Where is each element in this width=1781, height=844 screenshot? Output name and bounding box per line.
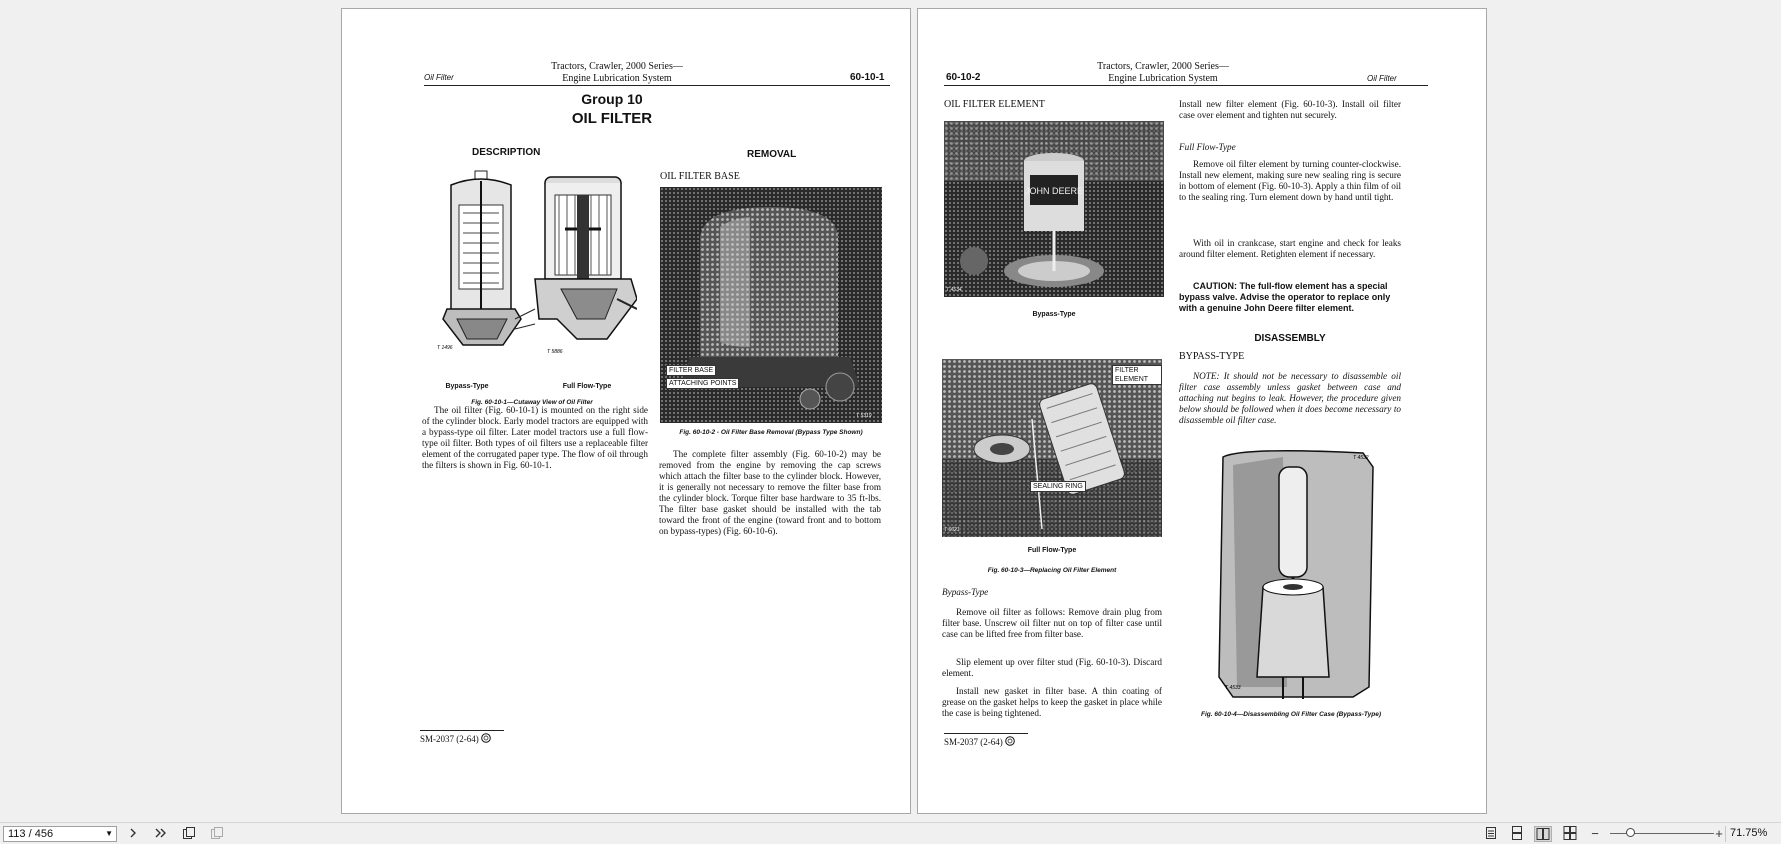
- filter-base-photo: [660, 187, 882, 423]
- header-rule: [424, 85, 890, 86]
- header-title-line-1: Tractors, Crawler, 2000 Series—: [1097, 61, 1229, 72]
- duplicate-icon: [210, 826, 224, 840]
- fullflow-paragraph: Remove oil filter element by turning counter-clockwise. Install new element, making sure new sealing ring is secure in bottom of element (Fig. 60-10-3). Apply a thin film of oil to the sealing ring. Turn element down by hand until tight.: [1179, 159, 1401, 202]
- page-number: 60-10-2: [946, 72, 981, 83]
- union-label-icon: [1005, 736, 1015, 746]
- header-title-line-1: Tractors, Crawler, 2000 Series—: [551, 61, 683, 72]
- copy-button[interactable]: [180, 826, 198, 842]
- fig2-callout-filter-base: FILTER BASE: [666, 365, 716, 376]
- disassembly-heading: DISASSEMBLY: [1254, 333, 1326, 344]
- cutaway-filter-illustration: [427, 169, 637, 369]
- bypass-type-heading: BYPASS-TYPE: [1179, 351, 1245, 362]
- bypass-filter-drawing: [443, 171, 535, 345]
- fig3-caption: Fig. 60-10-3—Replacing Oil Filter Element: [987, 567, 1117, 574]
- disassembling-filter-case-illustration: [1203, 447, 1383, 701]
- removal-heading: REMOVAL: [747, 149, 797, 160]
- footer-code-text: SM-2037 (2-64): [420, 734, 479, 744]
- fig3a-label: Bypass-Type: [1032, 311, 1076, 318]
- page-number-input[interactable]: [3, 826, 117, 842]
- plus-icon: +: [1715, 826, 1723, 841]
- oil-filter-element-heading: OIL FILTER ELEMENT: [944, 99, 1045, 110]
- page-dropdown-icon[interactable]: ▼: [105, 829, 113, 838]
- fig1-tag-a: T 1496: [437, 345, 453, 351]
- continuous-view-button[interactable]: [1508, 826, 1526, 842]
- chevron-right-icon: [127, 827, 139, 839]
- copy-icon: [182, 826, 196, 840]
- zoom-separator: [1725, 826, 1726, 842]
- removal-paragraph: The complete filter assembly (Fig. 60-10-2) may be removed from the engine by removing the cap screws which attach the filter base to the cylinder block. However, it is generally not necessary to remove the filter base from the cylinder block. Torque filter base hardware to 35 ft-lbs. The filter base gasket should be installed with the tab toward the front of the engine (toward front and to bottom on bypass-types) (Fig. 60-10-6).: [659, 449, 881, 536]
- zoom-level[interactable]: 71.75%: [1730, 827, 1768, 839]
- document-page-left: [341, 8, 911, 814]
- minus-icon: −: [1591, 826, 1599, 841]
- running-header-title: [512, 61, 722, 85]
- fig2-callout-attaching-points: ATTACHING POINTS: [666, 378, 739, 389]
- fig4-caption: Fig. 60-10-4—Disassembling Oil Filter Case (Bypass-Type): [1200, 711, 1381, 718]
- fullflow-element-photo: [942, 359, 1162, 537]
- fig1-label-bypass: Bypass-Type: [445, 383, 489, 390]
- header-rule: [944, 85, 1428, 86]
- fig3b-label: Full Flow-Type: [1027, 547, 1077, 554]
- group-number: Group 10: [581, 91, 643, 107]
- fig4-tag-b: T 4533: [1225, 685, 1241, 691]
- fig1-caption: Fig. 60-10-1—Cutaway View of Oil Filter: [471, 399, 593, 406]
- svg-text:JOHN DEERE: JOHN DEERE: [1024, 186, 1084, 196]
- footer-rule: [944, 733, 1028, 734]
- running-header-title: [1058, 61, 1268, 85]
- footer-code-text: SM-2037 (2-64): [944, 737, 1003, 747]
- running-header-section: Oil Filter: [1367, 74, 1397, 83]
- header-title-line-2: Engine Lubrication System: [562, 73, 672, 84]
- note-paragraph: NOTE: It should not be necessary to disassemble oil filter case assembly unless gasket between case and attaching nut begins to leak. However, the procedure given below should be followed when it does become necessary to disassemble oil filter case.: [1179, 371, 1401, 425]
- document-page-right: [917, 8, 1487, 814]
- description-heading: DESCRIPTION: [472, 147, 541, 158]
- fig3a-tag: T 4534: [946, 287, 962, 293]
- fig3b-callout-filter-element: FILTER ELEMENT: [1112, 365, 1162, 385]
- footer-code: [944, 736, 1015, 747]
- fullflow-subheading: Full Flow-Type: [1179, 142, 1236, 152]
- footer-code: [420, 733, 491, 744]
- page-number: 60-10-1: [850, 72, 885, 83]
- page-number-value: 113 / 456: [8, 828, 54, 840]
- caution-note: CAUTION: The full-flow element has a special bypass valve. Advise the operator to replace only with a genuine John Deere filter element.: [1179, 281, 1391, 313]
- running-header-section: Oil Filter: [424, 73, 454, 82]
- fig3b-callout-sealing-ring: SEALING RING: [1030, 481, 1086, 492]
- zoom-slider-thumb[interactable]: [1626, 828, 1635, 837]
- bypass-type-subheading: Bypass-Type: [942, 587, 989, 597]
- facing-pages-view-button[interactable]: [1534, 826, 1552, 842]
- fig2-tag: T 5319: [856, 413, 872, 419]
- fig4-tag-a: T 4532: [1353, 455, 1369, 461]
- status-bar: [0, 822, 1781, 844]
- single-page-view-button[interactable]: [1482, 826, 1500, 842]
- zoom-out-button[interactable]: [1586, 826, 1604, 842]
- oil-filter-base-heading: OIL FILTER BASE: [660, 171, 740, 182]
- facing-pages-icon: [1536, 827, 1550, 841]
- continuous-page-icon: [1510, 826, 1524, 840]
- install-element-paragraph: Install new filter element (Fig. 60-10-3). Install oil filter case over element and tighten nut securely.: [1179, 99, 1401, 120]
- fig1-tag-b: T 5886: [547, 349, 563, 355]
- bypass-element-photo: [944, 121, 1164, 297]
- fig1-label-fullflow: Full Flow-Type: [562, 383, 612, 390]
- single-page-icon: [1484, 826, 1498, 840]
- bypass-paragraph-3: Install new gasket in filter base. A thin coating of grease on the gasket helps to keep the gasket in place while the case is being tightened.: [942, 686, 1162, 718]
- full-flow-filter-drawing: [535, 177, 637, 339]
- page-title: OIL FILTER: [571, 110, 653, 127]
- header-title-line-2: Engine Lubrication System: [1108, 73, 1218, 84]
- facing-continuous-view-button[interactable]: [1561, 826, 1579, 842]
- crankcase-paragraph: With oil in crankcase, start engine and check for leaks around filter element. Retighten element if necessary.: [1179, 238, 1401, 259]
- bypass-paragraph-1: Remove oil filter as follows: Remove drain plug from filter base. Unscrew oil filter nut on top of filter case until case can be lifted free from filter base.: [942, 607, 1162, 639]
- next-page-button[interactable]: [124, 826, 142, 842]
- copy-disabled-button[interactable]: [208, 826, 226, 842]
- double-chevron-right-icon: [154, 827, 168, 839]
- description-paragraph: The oil filter (Fig. 60-10-1) is mounted on the right side of the cylinder block. Early model tractors are equipped with a bypass-type oil filter. Later model tractors use a full flow-type oil filter. Both types of oil filters use a replaceable filter element of the corrugated paper type. The flow of oil through the filters is shown in Fig. 60-10-1.: [422, 405, 648, 470]
- fig3b-tag: T 6021: [944, 527, 960, 533]
- last-page-button[interactable]: [152, 826, 170, 842]
- union-label-icon: [481, 733, 491, 743]
- facing-continuous-icon: [1563, 826, 1577, 840]
- footer-rule: [420, 730, 504, 731]
- bypass-paragraph-2: Slip element up over filter stud (Fig. 60-10-3). Discard element.: [942, 657, 1162, 678]
- fig2-caption: Fig. 60-10-2 - Oil Filter Base Removal (Bypass Type Shown): [679, 429, 863, 436]
